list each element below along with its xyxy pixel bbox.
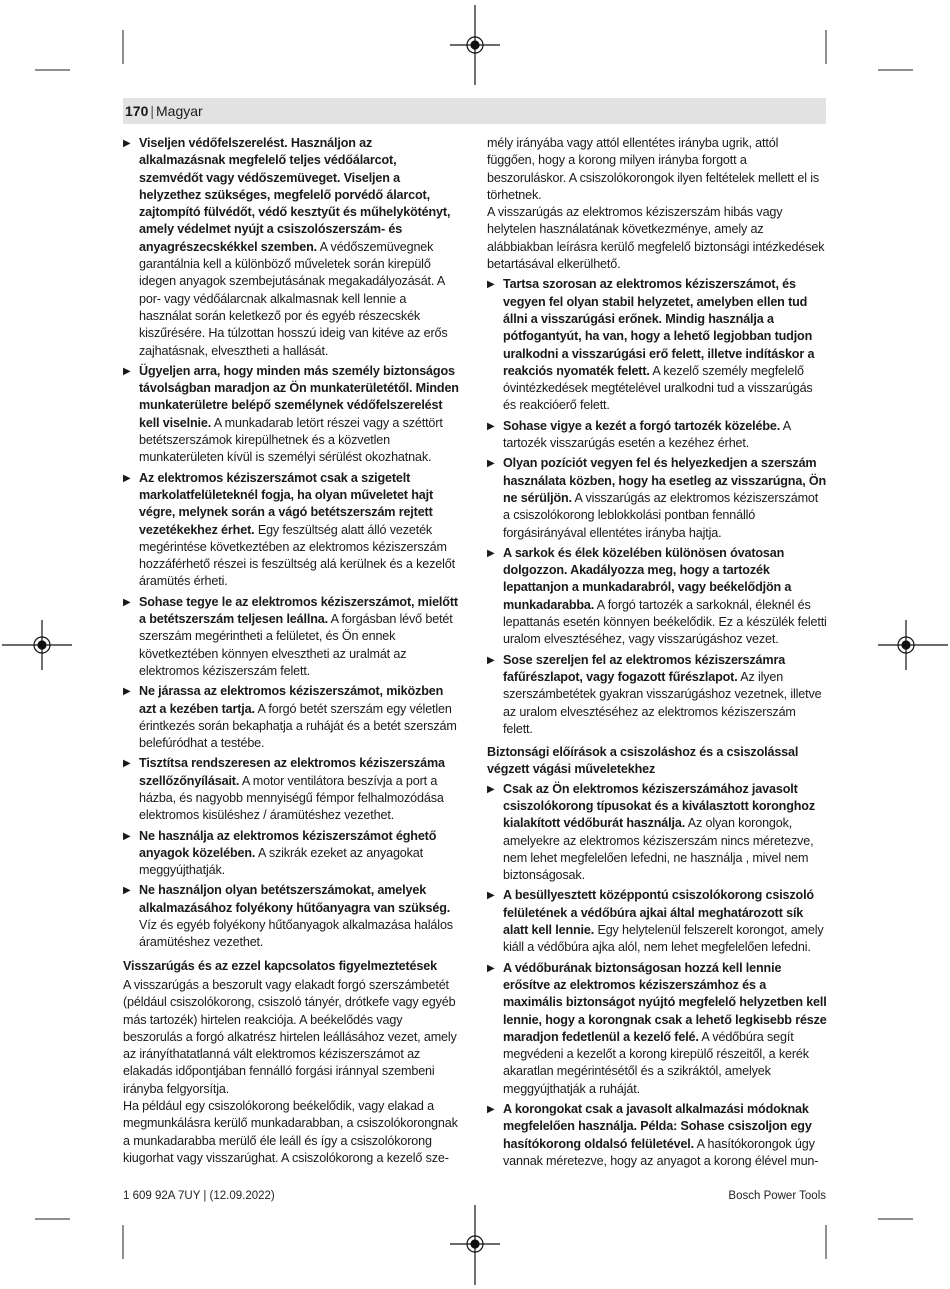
- safety-item-text: A visszarúgás az elektromos kéziszerszámot a csiszolókorong leblokkolási pontban fennálló forgásirányával ellentétes irányba hajtja.: [503, 490, 819, 540]
- safety-item-bold: Olyan pozíciót vegyen fel és helyezkedjen a szerszám használata közben, hogy ha esetleg az visszarúgna, Ön ne sérüljön.: [503, 456, 827, 505]
- safety-item: [487, 276, 827, 414]
- bullet-arrow-icon: ▶: [487, 279, 495, 291]
- bullet-arrow-icon: ▶: [123, 138, 131, 149]
- safety-item-text: Egy feszültség alatt álló vezeték megérintése következtében az elektromos kéziszerszám hozzáférhető részei is feszültség alá kerülnek és a kezelőt áramütés érheti.: [139, 522, 455, 589]
- safety-item-text: Az olyan korongok, amelyekre az elektromos kéziszerszám nincs méretezve, nem lehet megfelelően lefedni, ne használja , mivel nem biztonságosak.: [503, 816, 814, 883]
- safety-item-bold: Sohase tegye le az elektromos kéziszerszámot, mielőtt a betétszerszám teljesen leállna.: [139, 594, 458, 627]
- safety-item-text: A munkadarab letört részei vagy a széttört betétszerszámok kirepülhetnek és a közvetlen munkaterületen kívül is személyi sérülést okozhatnak.: [139, 415, 443, 465]
- registration-mark-left: [2, 620, 72, 670]
- registration-mark-bottom: [450, 1205, 500, 1285]
- safety-item-text: A védőbúra segít megvédeni a kezelőt a korong kirepülő részeitől, a kerék akaratlan megérintésétől és a szikráktól, amelyek meggyújthatják a ruháját.: [503, 1029, 809, 1096]
- left-column: [123, 135, 461, 1167]
- registration-mark-right: [878, 620, 948, 670]
- bullet-arrow-icon: ▶: [123, 758, 131, 770]
- safety-item-bold: A korongokat csak a javasolt alkalmazási módoknak megfelelően használja. Példa: Sohase csiszoljon egy hasítókorong oldalsó felületével.: [503, 1102, 812, 1151]
- header-separator: |: [150, 103, 154, 119]
- safety-item: [123, 594, 461, 680]
- bullet-arrow-icon: ▶: [487, 962, 495, 974]
- safety-item-bold: A sarkok és élek közelében különösen óvatosan dolgozzon. Akadályozza meg, hogy a tartozék lepattanjon a munkadarabról, vagy beékelődjön a munkadarabba.: [503, 545, 792, 612]
- safety-item-text: A forgó tartozék a sarkoknál, éleknél és lepattanás esetén könnyen beékelődik. Ez a készülék feletti uralom elvesztéséhez, vagy visszarúgáshoz vezet.: [503, 597, 827, 647]
- safety-item-text: A motor ventilátora beszívja a port a házba, és nagyobb mennyiségű fémpor felhalmozódása elektromos kisüléshez / áramütéshez vezethet.: [139, 773, 444, 823]
- footer-document-code: 1 609 92A 7UY | (12.09.2022): [123, 1190, 275, 1202]
- body-paragraph: mély irányába vagy attól ellentétes irányba ugrik, attól függően, hogy a korong milyen irányba forgott a beszoruláskor. A csiszolókorongok ilyen feltételek mellett el is törhetnek.: [487, 136, 819, 202]
- safety-item-text: Egy helytelenül felszerelt korongot, amely kiáll a védőbúra ajka alól, nem lehet megfelelően lefedni.: [503, 923, 824, 955]
- body-paragraph: Ha például egy csiszolókorong beékelődik, vagy elakad a megmunkálásra kerülő munkadarabban, a csiszolókorongnak a munkadarabba merülő éle leáll és így a csiszolókorong kiugorhat vagy visszarúghat. A csiszolókorong a kezelő sze-: [123, 1099, 458, 1165]
- safety-item: [123, 683, 461, 752]
- bullet-arrow-icon: ▶: [123, 472, 131, 484]
- body-paragraph: A visszarúgás a beszorult vagy elakadt forgó szerszámbetét (például csiszolókorong, csiszoló tányér, drótkefe vagy egyéb más tartozék) hirtelen reakciója. A beékelődés vagy beszorulás a forgó alkatrész hirtelen leállásához vezet, amely az irányíthatatlanná vált elektromos kéziszerszámot az elakadás időpontjában fennálló forgási iránnyal szembeni irányba felgyorsítja.: [123, 977, 457, 1096]
- safety-item-bold: Ügyeljen arra, hogy minden más személy biztonságos távolságban maradjon az Ön munkaterületétől. Minden munkaterületre belépő személynek védőfelszerelést kell viselnie.: [139, 363, 459, 430]
- bullet-arrow-icon: ▶: [487, 1104, 495, 1116]
- page-number: 170: [125, 103, 149, 119]
- safety-item: [487, 781, 827, 885]
- safety-item-bold: Ne használjon olyan betétszerszámokat, amelyek alkalmazásához folyékony hűtőanyagra van szükség.: [139, 883, 451, 915]
- safety-item-text: A tartozék visszarúgás esetén a kezéhez érhet.: [503, 418, 791, 451]
- safety-item: [123, 135, 461, 360]
- section-heading-kickback: Visszarúgás és az ezzel kapcsolatos figyelmeztetések: [123, 958, 437, 973]
- safety-item-text: Az ilyen szerszámbetétek gyakran visszarúgáshoz vezetnek, illetve az uralom elvesztéséhez az elektromos kéziszerszám felett.: [503, 669, 822, 736]
- safety-item: [487, 1101, 827, 1170]
- bullet-arrow-icon: ▶: [123, 365, 131, 377]
- safety-item-text: A kezelő személy megfelelő óvintézkedések megtételével uralkodni tud a visszarúgás és reakcióerő felett.: [503, 363, 813, 413]
- bullet-arrow-icon: ▶: [487, 783, 495, 795]
- safety-item-bold: Sose szereljen fel az elektromos kéziszerszámra fafűrészlapot, vagy fogazott fűrészlapot.: [503, 652, 786, 684]
- bullet-arrow-icon: ▶: [123, 885, 131, 897]
- safety-item: [123, 828, 461, 880]
- right-column: [487, 135, 827, 1173]
- safety-item: [487, 652, 827, 738]
- safety-item-bold: Ne használja az elektromos kéziszerszámot éghető anyagok közelében.: [139, 828, 437, 860]
- safety-item-text: A védőszemüvegnek garantálnia kell a különböző műveletek során kirepülő idegen anyagok szembejutásának megakadályozását. A por- vagy védőálarcnak alkalmasnak kell lennie a használat során keletkező por és egyéb részecskék kiszűrésére. Ha túlzottan hosszú ideig van kitéve az erős zajhatásnak, elvesztheti a hallását.: [139, 239, 448, 358]
- section-heading-grinding: Biztonsági előírások a csiszoláshoz és a csiszolással végzett vágási műveletekhez: [487, 745, 799, 777]
- safety-item-bold: Tisztítsa rendszeresen az elektromos kéziszerszáma szellőzőnyílásait.: [139, 756, 445, 788]
- bullet-arrow-icon: ▶: [487, 890, 495, 902]
- footer-brand: Bosch Power Tools: [728, 1190, 826, 1202]
- page-header: [123, 98, 826, 124]
- header-language: Magyar: [156, 103, 203, 119]
- safety-item-bold: Ne járassa az elektromos kéziszerszámot, miközben azt a kezében tartja.: [139, 684, 444, 716]
- safety-item-text: A forgásban lévő betét szerszám megérintheti a felületet, és Ön ennek következtében könnyen elvesztheti az uralmát az elektromos kéziszerszám felett.: [139, 612, 453, 678]
- bullet-arrow-icon: ▶: [487, 654, 495, 666]
- safety-item-text: A forgó betét szerszám egy véletlen érintkezés során bekaphatja a ruháját és a betét szerszám belefúródhat a testébe.: [139, 701, 457, 751]
- safety-item-bold: Az elektromos kéziszerszámot csak a szigetelt markolatfelületeknél fogja, ha olyan műveletet hajt végre, melynek során a vágó betétszerszám rejtett vezetékekhez érhet.: [139, 470, 433, 537]
- safety-item-text: A szikrák ezeket az anyagokat meggyújthatják.: [139, 845, 424, 878]
- bullet-arrow-icon: ▶: [123, 830, 131, 842]
- safety-item: [487, 418, 827, 453]
- safety-item-bold: Viseljen védőfelszerelést. Használjon az alkalmazásnak megfelelő teljes védőálarcot, szemvédőt vagy védőszemüveget. Viseljen a helyzethez szükséges, megfelelő porvédő álarcot, zajtompító fülvédőt, védő kesztyűt és műhelykötényt, amely védelmet nyújt a csiszolószerszám- és anyagrészecskékkel szemben.: [139, 136, 451, 254]
- body-paragraph: A visszarúgás az elektromos kéziszerszám hibás vagy helytelen használatának következménye, amely az alábbiakban leírásra kerülő megfelelő biztonsági intézkedések betartásával elkerülhető.: [487, 205, 825, 272]
- safety-item: [487, 455, 827, 541]
- bullet-arrow-icon: ▶: [487, 420, 495, 432]
- safety-item: [123, 470, 461, 591]
- safety-item-text: A hasítókorongok úgy vannak méretezve, hogy az anyagot a korong élével mun-: [503, 1136, 819, 1168]
- safety-item-bold: Tartsa szorosan az elektromos kéziszerszámot, és vegyen fel olyan stabil helyzetet, amelyben ellen tud állni a visszarúgási erőnek. Mindig használja a pótfogantyút, ha van, hogy a lehető legjobban tudjon uralkodni a visszarúgási erő felett, illetve indításkor a reakciós nyomaték felett.: [503, 277, 815, 378]
- safety-item-bold: A védőburának biztonságosan hozzá kell lennie erősítve az elektromos kéziszerszámhoz és a maximális biztonságot nyújtó megfelelő helyzetben kell lennie, hogy a korongnak csak a lehető legkisebb része maradjon fedetlenül a kezelő felé.: [503, 960, 827, 1044]
- safety-item-bold: Sohase vigye a kezét a forgó tartozék közelébe.: [503, 418, 781, 433]
- safety-item: [123, 363, 461, 467]
- bullet-arrow-icon: ▶: [487, 547, 495, 559]
- safety-item-text: Víz és egyéb folyékony hűtőanyagok alkalmazása halálos áramütéshez vezethet.: [139, 918, 453, 950]
- safety-item: [487, 960, 827, 1098]
- safety-item-bold: A besüllyesztett középpontú csiszolókorong csiszoló felületének a védőbúra ajkai által meghatározott sík alatt kell lennie.: [503, 888, 814, 938]
- bullet-arrow-icon: ▶: [123, 686, 131, 698]
- bullet-arrow-icon: ▶: [487, 458, 495, 470]
- safety-item: [123, 882, 461, 951]
- safety-item: [487, 545, 827, 649]
- safety-item-bold: Csak az Ön elektromos kéziszerszámához javasolt csiszolókorong típusokat és a kiválasztott koronghoz kialakított védőburát használja.: [503, 781, 816, 831]
- safety-item: [487, 887, 827, 956]
- safety-item: [123, 755, 461, 824]
- bullet-arrow-icon: ▶: [123, 596, 131, 608]
- registration-mark-top: [450, 5, 500, 85]
